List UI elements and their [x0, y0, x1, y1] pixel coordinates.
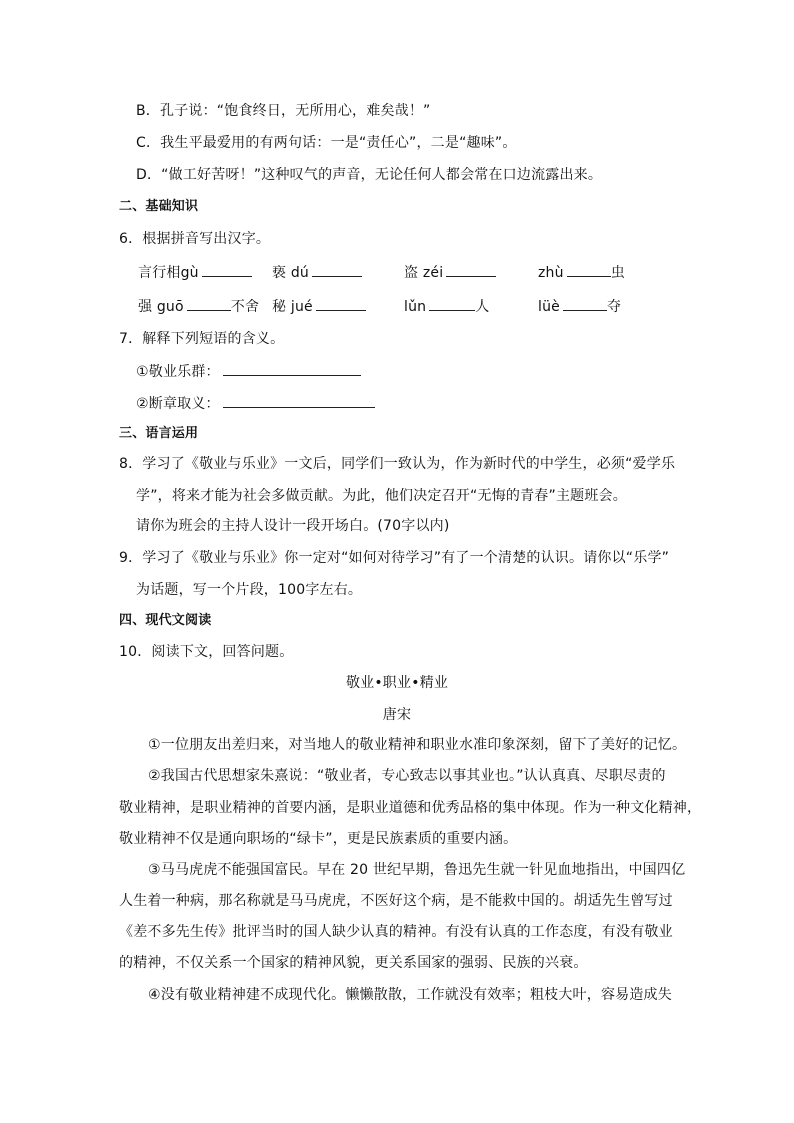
answer-blank[interactable]	[446, 262, 496, 277]
answer-blank[interactable]	[429, 296, 475, 311]
q6-row1-item1	[138, 262, 252, 283]
pinyin-text: 言行相gù	[138, 265, 199, 281]
q7-item1	[136, 361, 361, 382]
q7-item2	[136, 393, 375, 414]
pinyin-text: 盗 zéi	[404, 265, 444, 281]
q6-prompt: 6．根据拼音写出汉字。	[119, 231, 271, 247]
q6-row1-item3	[404, 262, 496, 283]
q6-row2-item3	[404, 296, 489, 317]
pinyin-text: 强 guō	[138, 299, 184, 315]
article-line: 敬业精神不仅是通向职场的“绿卡”，更是民族素质的重要内涵。	[119, 831, 518, 847]
article-line: ③马马虎虎不能强国富民。早在 20 世纪早期，鲁迅先生就一针见血地指出，中国四亿	[148, 862, 686, 878]
article-line: 人生着一种病，那名称就是马马虎虎，不医好这个病，是不能救中国的。胡适先生曾写过	[119, 893, 673, 909]
answer-blank[interactable]	[316, 296, 366, 311]
suffix-text: 夺	[606, 299, 622, 315]
pinyin-text: lüè	[538, 299, 560, 315]
option-d: D．“做工好苦呀！”这种叹气的声音，无论任何人都会常在口边流露出来。	[136, 167, 603, 183]
article-line: 敬业精神，是职业精神的首要内涵，是职业道德和优秀品格的集中体现。作为一种文化精神，	[119, 800, 702, 816]
section-heading-reading: 四、现代文阅读	[119, 613, 212, 628]
option-b: B．孔子说：“饱食终日，无所用心，难矣哉！”	[136, 103, 431, 119]
pinyin-text: 亵 dú	[272, 265, 310, 281]
section-heading-language: 三、语言运用	[119, 426, 199, 441]
q6-row1-item2	[272, 262, 362, 283]
phrase-label: ②断章取义：	[136, 396, 220, 412]
pinyin-text: lǔn	[404, 299, 427, 315]
article-author: 唐宋	[382, 707, 412, 723]
article-line: 《差不多先生传》批评当时的国人缺少认真的精神。有没有认真的工作态度，有没有敬业	[119, 924, 673, 940]
q9-line2: 为话题，写一个片段，100字左右。	[136, 582, 363, 598]
answer-blank[interactable]	[223, 393, 375, 408]
q7-prompt: 7．解释下列短语的含义。	[119, 331, 285, 347]
answer-blank[interactable]	[202, 262, 252, 277]
article-title: 敬业•职业•精业	[345, 675, 449, 691]
pinyin-text: 秘 jué	[272, 299, 313, 315]
answer-blank[interactable]	[312, 262, 362, 277]
article-line: 的精神，不仅关系一个国家的精神风貌，更关系国家的强弱、民族的兴衰。	[119, 955, 588, 971]
article-line: ④没有敬业精神建不成现代化。懒懒散散，工作就没有效率；粗枝大叶，容易造成失	[148, 987, 672, 1003]
answer-blank[interactable]	[223, 361, 361, 376]
section-heading-basic: 二、基础知识	[119, 199, 199, 214]
option-c: C．我生平最爱用的有两句话：一是“责任心”，二是“趣味”。	[136, 135, 517, 151]
article-line: ①一位朋友出差归来，对当地人的敬业精神和职业水准印象深刻，留下了美好的记忆。	[148, 737, 687, 753]
q6-row2-item4	[538, 296, 621, 317]
article-line: ②我国古代思想家朱熹说：“敬业者，专心致志以事其业也。”认认真真、尽职尽责的	[148, 768, 666, 784]
q9-line1: 9．学习了《敬业与乐业》你一定对“如何对待学习”有了一个清楚的认识。请你以“乐学”	[119, 550, 670, 566]
q8-line1: 8．学习了《敬业与乐业》一文后，同学们一致认为，作为新时代的中学生，必须“爱学乐	[119, 456, 676, 472]
suffix-text: 人	[475, 299, 490, 315]
suffix-text: 不舍	[230, 299, 260, 315]
phrase-label: ①敬业乐群：	[136, 364, 220, 380]
q6-row2-item2	[272, 296, 366, 317]
pinyin-text: zhù	[538, 265, 564, 281]
q6-row1-item4	[538, 262, 625, 283]
q8-line2: 学”，将来才能为社会多做贡献。为此，他们决定召开“无悔的青春”主题班会。	[136, 488, 627, 504]
q10-prompt: 10．阅读下文，回答问题。	[119, 644, 294, 660]
suffix-text: 虫	[610, 265, 625, 281]
q8-line3: 请你为班会的主持人设计一段开场白。(70字以内)	[136, 518, 450, 534]
answer-blank[interactable]	[567, 262, 611, 277]
answer-blank[interactable]	[187, 296, 231, 311]
q6-row2-item1	[138, 296, 259, 317]
answer-blank[interactable]	[563, 296, 607, 311]
